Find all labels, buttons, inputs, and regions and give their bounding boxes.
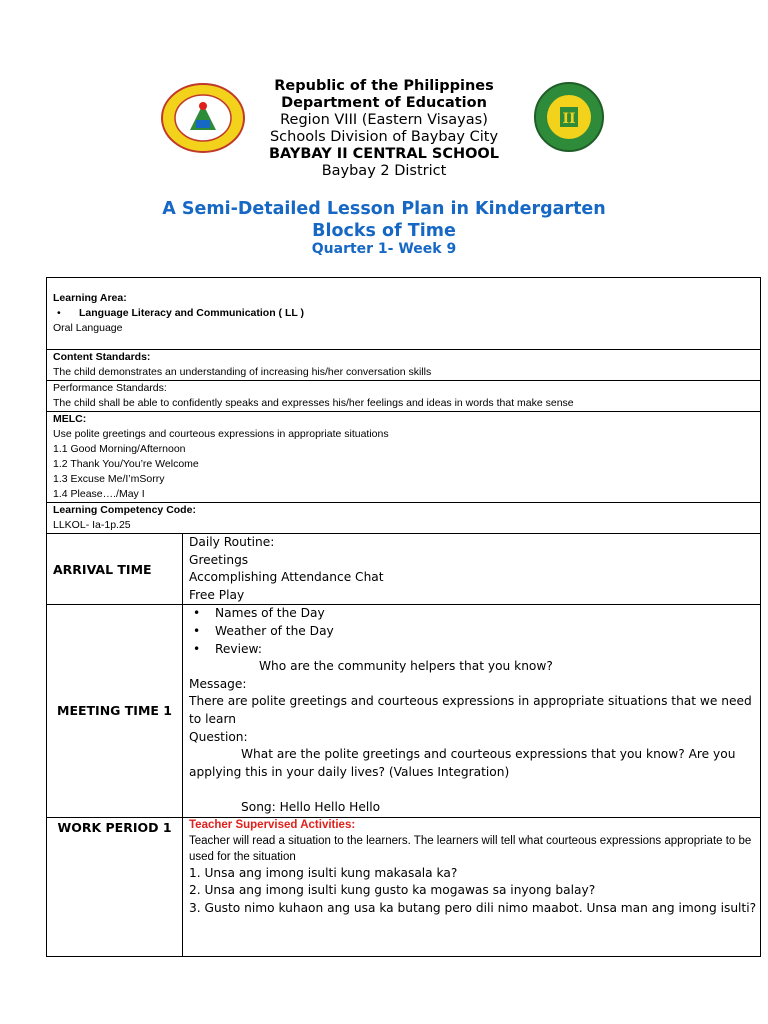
work-item: 1. Unsa ang imong isulti kung makasala ka?	[189, 865, 458, 880]
learning-area-sub: Oral Language	[53, 322, 123, 334]
competency-row	[47, 503, 761, 534]
melc-row	[47, 412, 761, 503]
header-division: Schools Division of Baybay City	[269, 129, 499, 145]
performance-standards-text: The child shall be able to confidently speaks and expresses his/her feelings and ideas in words that make sense	[53, 397, 574, 409]
work-period-label: WORK PERIOD 1	[47, 817, 183, 956]
teacher-activity-label: Teacher Supervised Activities:	[189, 818, 356, 831]
melc-item: 1.2 Thank You/You’re Welcome	[53, 458, 199, 470]
meeting-time-row	[47, 605, 761, 817]
melc-item: 1.1 Good Morning/Afternoon	[53, 443, 186, 455]
competency-code: LLKOL- Ia-1p.25	[53, 519, 131, 531]
document-header	[0, 78, 768, 180]
question-text-cont: applying this in your daily lives? (Values Integration)	[189, 764, 510, 779]
song-text: Song: Hello Hello Hello	[241, 799, 381, 814]
content-standards-text: The child demonstrates an understanding of increasing his/her conversation skills	[53, 366, 432, 378]
header-department: Department of Education	[281, 95, 487, 111]
arrival-line: Daily Routine:	[189, 535, 275, 549]
meeting-time-label: MEETING TIME 1	[47, 605, 183, 817]
question-label: Question:	[189, 729, 248, 744]
lesson-plan-table	[46, 277, 761, 957]
message-text: There are polite greetings and courteous expressions in appropriate situations that we need to learn	[189, 694, 752, 726]
lesson-plan-quarter: Quarter 1- Week 9	[311, 241, 457, 257]
header-republic: Republic of the Philippines	[274, 78, 494, 94]
melc-item: 1.4 Please…./May I	[53, 488, 145, 500]
performance-standards-label: Performance Standards:	[53, 382, 167, 394]
arrival-line: Accomplishing Attendance Chat	[189, 570, 384, 585]
melc-item: 1.3 Excuse Me/I’mSorry	[53, 473, 165, 485]
content-standards-row	[47, 350, 761, 381]
learning-area-row	[47, 278, 761, 350]
meeting-bullet: • Review:	[189, 641, 760, 659]
lesson-plan-subtitle: Blocks of Time	[312, 221, 456, 241]
arrival-line: Free Play	[189, 587, 245, 602]
work-item: 2. Unsa ang imong isulti kung gusto ka mogawas sa inyong balay?	[189, 883, 596, 898]
lesson-plan-title: A Semi-Detailed Lesson Plan in Kindergarten	[162, 199, 606, 219]
logo-center-text: II	[562, 111, 576, 127]
competency-label: Learning Competency Code:	[53, 504, 196, 516]
meeting-bullet: • Names of the Day	[189, 605, 760, 623]
work-period-row	[47, 817, 761, 956]
melc-label: MELC:	[53, 413, 87, 425]
arrival-time-row	[47, 534, 761, 605]
review-question: Who are the community helpers that you know?	[259, 659, 553, 674]
header-school: BAYBAY II CENTRAL SCHOOL	[268, 146, 500, 162]
arrival-time-label: ARRIVAL TIME	[47, 534, 183, 605]
message-label: Message:	[189, 676, 247, 691]
learning-area-label: Learning Area:	[53, 292, 127, 304]
performance-standards-row	[47, 381, 761, 412]
meeting-bullet: • Weather of the Day	[189, 623, 760, 641]
melc-item: Use polite greetings and courteous expressions in appropriate situations	[53, 428, 389, 440]
header-district: Baybay 2 District	[321, 163, 447, 179]
work-item: 3. Gusto nimo kuhaon ang usa ka butang pero dili nimo maabot. Unsa man ang imong isulti?	[189, 900, 757, 915]
work-intro: Teacher will read a situation to the learners. The learners will tell what courteous expressions appropriate to be used for the situation	[189, 834, 752, 863]
arrival-line: Greetings	[189, 552, 249, 567]
learning-area-subject: Language Literacy and Communication ( LL )	[79, 307, 304, 319]
question-text: What are the polite greetings and courteous expressions that you know? Are you	[241, 747, 736, 762]
header-region: Region VIII (Eastern Visayas)	[280, 112, 488, 128]
content-standards-label: Content Standards:	[53, 351, 151, 363]
